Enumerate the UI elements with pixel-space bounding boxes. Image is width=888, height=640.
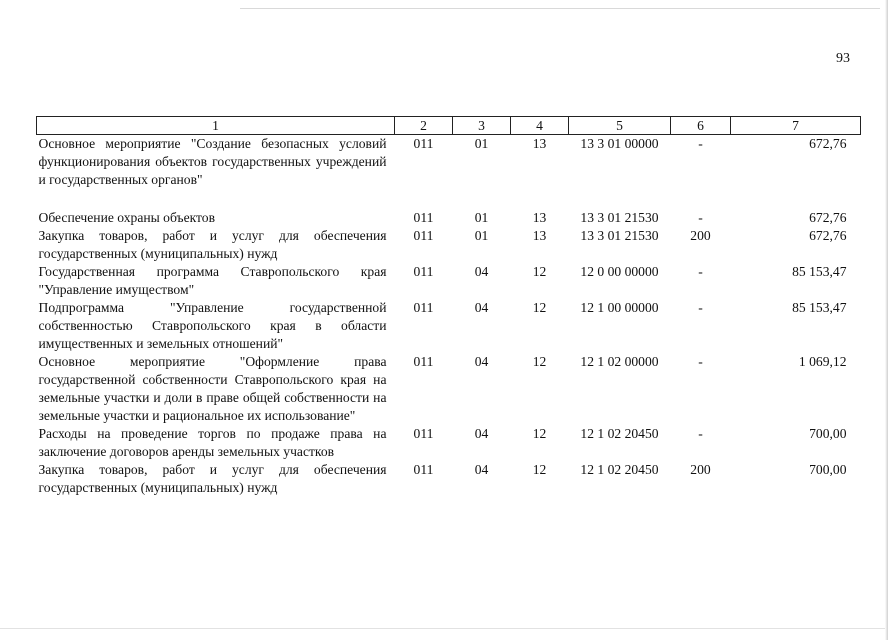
row-amount: 672,76 bbox=[809, 227, 847, 243]
row-pr: 13 bbox=[532, 227, 547, 243]
column-header: 2 bbox=[395, 117, 453, 135]
row-vr: - bbox=[698, 209, 703, 225]
row-ved: 011 bbox=[413, 461, 434, 477]
row-pr: 12 bbox=[532, 299, 547, 315]
row-pr: 13 bbox=[532, 136, 547, 151]
row-amount: 672,76 bbox=[809, 136, 847, 151]
budget-table bbox=[36, 116, 861, 497]
row-pr: 13 bbox=[532, 209, 547, 225]
row-csr: 12 1 02 20450 bbox=[580, 425, 659, 441]
row-rz: 04 bbox=[474, 263, 489, 279]
table-row bbox=[37, 353, 861, 425]
row-name: Расходы на проведение торгов по продаже права на заключение договоров аренды земельных участков bbox=[38, 425, 387, 459]
page-number: 93 bbox=[836, 51, 850, 66]
row-ved: 011 bbox=[413, 353, 434, 369]
row-ved: 011 bbox=[413, 263, 434, 279]
table-row bbox=[37, 461, 861, 497]
column-header: 7 bbox=[731, 117, 861, 135]
row-rz: 04 bbox=[474, 461, 489, 477]
table-row bbox=[37, 299, 861, 353]
row-vr: - bbox=[698, 425, 703, 441]
row-csr: 12 1 02 20450 bbox=[580, 461, 659, 477]
row-vr: 200 bbox=[690, 227, 711, 243]
row-rz: 04 bbox=[474, 353, 489, 369]
column-header: 6 bbox=[671, 117, 731, 135]
row-ved: 011 bbox=[413, 209, 434, 225]
table-row bbox=[37, 425, 861, 461]
row-amount: 672,76 bbox=[809, 209, 847, 225]
row-name: Подпрограмма "Управление государственной собственностью Ставропольского края в области имущественных и земельных отношений" bbox=[38, 299, 387, 351]
row-vr: 200 bbox=[690, 461, 711, 477]
row-name: Основное мероприятие "Создание безопасных условий функционирования объектов государственных учреждений и государственных органов" bbox=[38, 136, 387, 187]
row-amount: 1 069,12 bbox=[798, 353, 847, 369]
row-pr: 12 bbox=[532, 263, 547, 279]
row-csr: 13 3 01 21530 bbox=[580, 209, 659, 225]
row-ved: 011 bbox=[413, 227, 434, 243]
table-row bbox=[37, 209, 861, 227]
table-row bbox=[37, 263, 861, 299]
row-amount: 85 153,47 bbox=[792, 263, 847, 279]
row-vr: - bbox=[698, 353, 703, 369]
row-csr: 12 1 02 00000 bbox=[580, 353, 659, 369]
row-rz: 04 bbox=[474, 299, 489, 315]
row-rz: 01 bbox=[474, 136, 489, 151]
row-vr: - bbox=[698, 263, 703, 279]
column-header: 4 bbox=[511, 117, 569, 135]
row-vr: - bbox=[698, 136, 703, 151]
row-rz: 01 bbox=[474, 209, 489, 225]
row-pr: 12 bbox=[532, 353, 547, 369]
row-ved: 011 bbox=[413, 299, 434, 315]
row-csr: 12 0 00 00000 bbox=[580, 263, 659, 279]
row-amount: 85 153,47 bbox=[792, 299, 847, 315]
scan-artifact-bottom bbox=[0, 628, 888, 629]
row-rz: 04 bbox=[474, 425, 489, 441]
row-vr: - bbox=[698, 299, 703, 315]
column-number-header bbox=[37, 117, 861, 135]
row-csr: 13 3 01 00000 bbox=[580, 136, 659, 151]
row-csr: 13 3 01 21530 bbox=[580, 227, 659, 243]
column-header: 3 bbox=[453, 117, 511, 135]
row-name: Обеспечение охраны объектов bbox=[38, 209, 216, 225]
row-ved: 011 bbox=[413, 136, 434, 151]
row-rz: 01 bbox=[474, 227, 489, 243]
column-header: 1 bbox=[37, 117, 395, 135]
table-row bbox=[37, 227, 861, 263]
row-amount: 700,00 bbox=[809, 425, 847, 441]
row-name: Государственная программа Ставропольского края "Управление имуществом" bbox=[38, 263, 387, 297]
row-name: Основное мероприятие "Оформление права государственной собственности Ставропольского края на земельные участки и доли в праве общей собственности на земельные участки и рациональное их использование" bbox=[38, 353, 387, 423]
table-row bbox=[37, 135, 861, 209]
row-amount: 700,00 bbox=[809, 461, 847, 477]
row-pr: 12 bbox=[532, 425, 547, 441]
row-name: Закупка товаров, работ и услуг для обеспечения государственных (муниципальных) нужд bbox=[38, 461, 387, 495]
row-csr: 12 1 00 00000 bbox=[580, 299, 659, 315]
scan-artifact-top bbox=[240, 8, 880, 9]
row-name: Закупка товаров, работ и услуг для обеспечения государственных (муниципальных) нужд bbox=[38, 227, 387, 261]
column-header: 5 bbox=[569, 117, 671, 135]
row-pr: 12 bbox=[532, 461, 547, 477]
row-ved: 011 bbox=[413, 425, 434, 441]
